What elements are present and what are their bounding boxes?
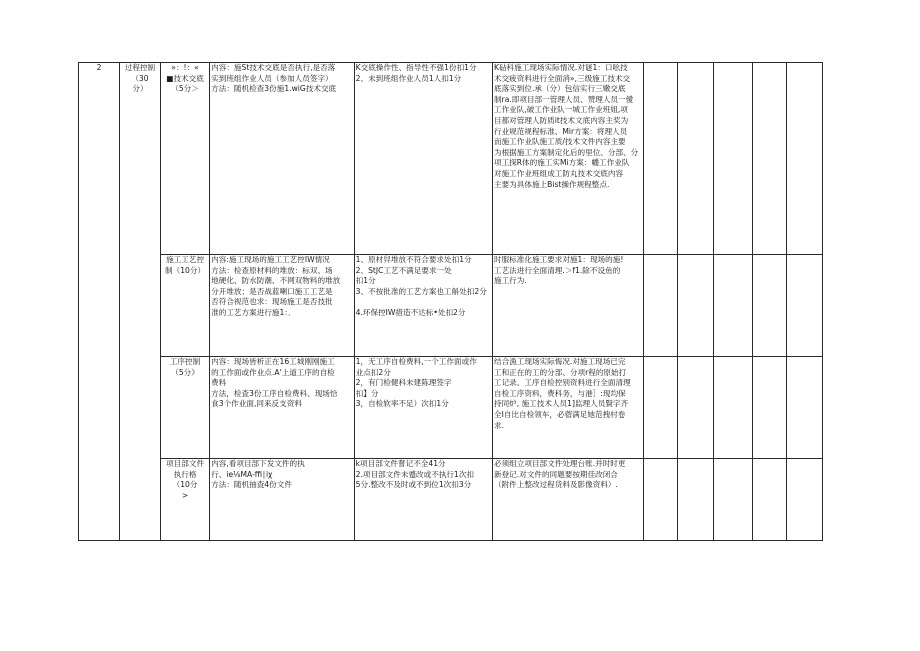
empty-cell xyxy=(678,63,714,255)
empty-cell xyxy=(714,255,753,357)
empty-cell xyxy=(753,357,787,459)
item-cell: 施工工艺控 制（10分） xyxy=(160,255,209,357)
empty-cell xyxy=(714,459,753,541)
empty-cell xyxy=(678,357,714,459)
item-cell: 工序控制 （5分》 xyxy=(160,357,209,459)
empty-cell xyxy=(643,459,678,541)
table-row xyxy=(79,357,823,459)
deduction-cell: 1、原材舁堆放不符合要求处扣1分 2、StJC工艺不满足要求一处 扣1分 3、不按批准的工艺方案也工斛处扣2分 4.环保控IW措造不达标•处扣2分 xyxy=(354,255,492,357)
empty-cell xyxy=(787,63,823,255)
empty-cell xyxy=(643,255,678,357)
item-cell: »：!：« ■技术交底 （5分＞ xyxy=(160,63,209,255)
remark-cell: K砧科施工现场实际情况.对谜1：口吆技 术交疲资料进行全面消»,三级施工技术交 底落实到位.承（分）包信实行三嫩交底 制ra.即项目部一管理人员、赞理人员一僾 工作业队,破工作业队一城工作业班姐,项 目都对管理人防质it技术文底内容主奖为 行业规范规程标准、Mir方案：将理人员 而施工作业队施工质/技术文件内容主要 为根据施工方案制定化后的里位、分部、分 项工探R体的施工实Mi方案：幡工作业队 对施工作业班组成工防丸技术交底内容 主要为具体施上Bist操作规程整点. xyxy=(492,63,643,255)
row-number: 2 xyxy=(96,63,102,72)
empty-cell xyxy=(787,459,823,541)
deduction-cell: 1，无工序自检费料,一个工作面或作 业点扣2分 2，有门检健科未建陈理签字 扣】分 3，自检软率不足）次扣1分 xyxy=(354,357,492,459)
table-row xyxy=(79,459,823,541)
empty-cell xyxy=(787,255,823,357)
empty-cell xyxy=(678,459,714,541)
empty-cell xyxy=(643,63,678,255)
empty-cell xyxy=(753,255,787,357)
row-number-cell xyxy=(79,63,120,541)
content-cell: 内容:施工现场的施工工艺控IW情况 方法：检查原材料的堆放：标双、场 地硬化、防水防潮、不网双物料的堆放 分开堆放；是否战蓝喇口施工工艺是 否符合视范也求：现场施工是否技批 准的工艺方案进行施1：． xyxy=(210,255,354,357)
table-row xyxy=(79,255,823,357)
empty-cell xyxy=(787,357,823,459)
item-cell: 项目部文件 执行格 （10分 > xyxy=(160,459,209,541)
empty-cell xyxy=(714,357,753,459)
deduction-cell: K交底操作性、指导性不强1份扣1分 2、未到班组作业人员1人扣1分 xyxy=(354,63,492,255)
empty-cell xyxy=(643,357,678,459)
content-cell: 内容：施St技术交底是否执行,是否落 实到班组作业人员（参加人员签字） 方法：随机检查3份施1.wiG技术交底 xyxy=(210,63,354,255)
table-row xyxy=(79,63,823,255)
content-cell: 内容,看项目部下发文件的执 行、ie⅛MA-ffi∣iχ 方法：随机抽査4份文件 xyxy=(210,459,354,541)
empty-cell xyxy=(753,63,787,255)
empty-cell xyxy=(678,255,714,357)
content-cell: 内容：现场皆析正在16工城刚刚施工 的工作面或作业点.A'上道工序的自检 费料 方法，检査3份工序自检费科、现场恰 食3个作业面,同来反支资料 xyxy=(210,357,354,459)
empty-cell xyxy=(714,63,753,255)
remark-cell: 必须组立项目部文件处理台账.并时时更 新登记.对文件的同题要按期佳改闭合 （附件上整改过程货料及影像资料）. xyxy=(492,459,643,541)
remark-cell: 结合漁工现场实际悔况.对施工现场已完 工和正在的工的分部、分项r程的原始打 工记录、工序自检控别资料进行全面清理 自检工序资料，费科务，与港］:现均保 持同炉, 施工技术人员1]监理人员賢字齐 全I自比自检领车，必蓿满足她范拽村卷 求. xyxy=(492,357,643,459)
inspection-table xyxy=(78,62,823,541)
remark-cell: 时服标准化施工要求对施1：现场的施! 工艺法进行全面清理.＞f1.除不设鱼的 施工行为. xyxy=(492,255,643,357)
deduction-cell: k项目部文件嘗记不全41分 2.项目部文件未蹙改或不执行1次扣 5分.整改不及时或不到位1次扣3分 xyxy=(354,459,492,541)
empty-cell xyxy=(753,459,787,541)
category-cell: 过程控制 （30 分） xyxy=(119,63,160,541)
